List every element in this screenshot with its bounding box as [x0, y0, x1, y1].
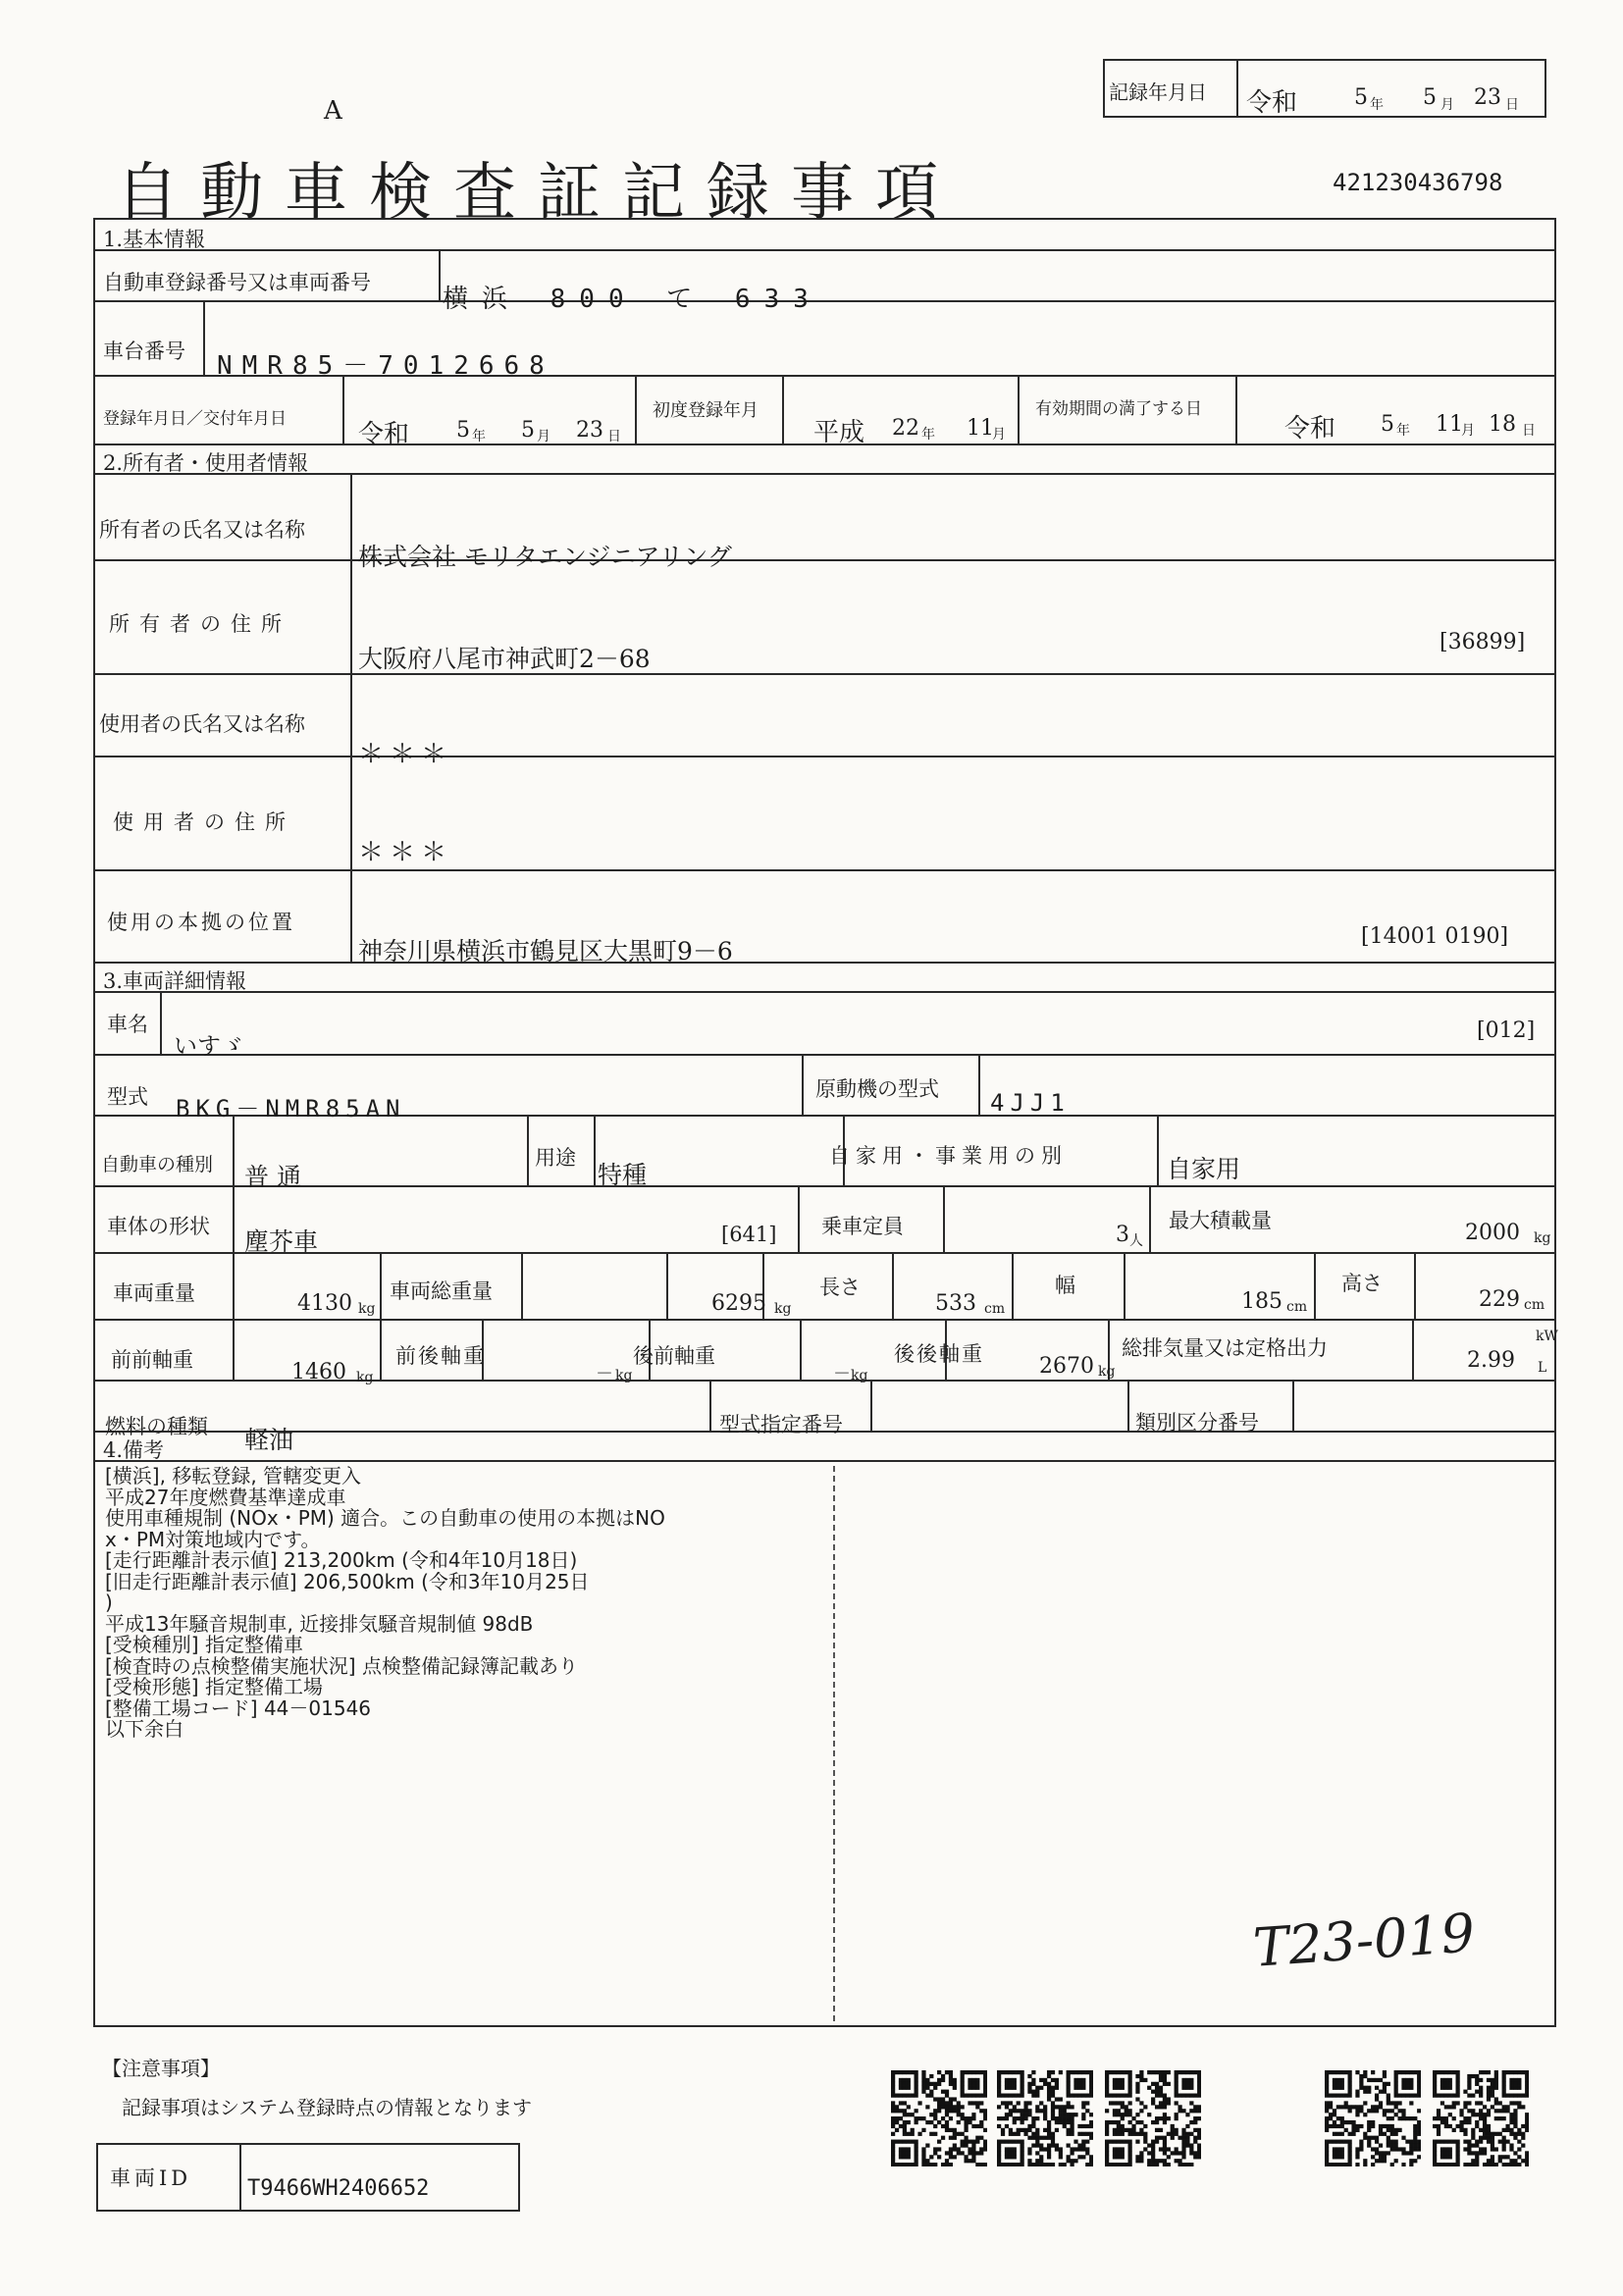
- displacement-unit-l: L: [1538, 1360, 1547, 1376]
- ff-axle-unit: kg: [356, 1370, 374, 1385]
- gross-unit: kg: [774, 1301, 792, 1317]
- engine-label: 原動機の型式: [815, 1077, 939, 1101]
- qr-code-2: [997, 2070, 1093, 2166]
- handwritten-note: T23-019: [1251, 1902, 1477, 1979]
- expiry-label: 有効期間の満了する日: [1035, 399, 1202, 419]
- section-owner-label: 2.所有者・使用者情報: [103, 451, 309, 475]
- record-date-year: 5: [1354, 85, 1368, 110]
- private-label: 自家用・事業用の別: [829, 1144, 1068, 1168]
- owner-name-value: 株式会社 モリタエンジニアリング: [358, 543, 732, 571]
- reg-date-month: 5: [521, 418, 535, 443]
- qr-code-4: [1325, 2070, 1421, 2166]
- base-code: [14001 0190]: [1361, 924, 1509, 949]
- rr-axle-value: 2670: [1039, 1354, 1094, 1379]
- owner-addr-value: 大阪府八尾市神武町2－68: [358, 645, 651, 673]
- max-load-unit: kg: [1534, 1230, 1551, 1246]
- expiry-month-unit: 月: [1461, 423, 1475, 439]
- reg-number-value: 横浜 800 て 633: [443, 285, 822, 314]
- certificate-form: [93, 218, 1556, 2027]
- qr-code-1: [891, 2070, 987, 2166]
- rf-axle-unit: kg: [851, 1368, 868, 1383]
- user-name-label: 使用者の氏名又は名称: [99, 712, 305, 736]
- model-value: BKG－NMR85AN: [176, 1095, 406, 1122]
- record-date-day-unit: 日: [1505, 97, 1519, 113]
- user-name-value: ＊＊＊: [358, 740, 453, 769]
- length-unit: cm: [984, 1301, 1006, 1317]
- engine-value: 4JJ1: [990, 1089, 1071, 1117]
- first-reg-year: 22: [892, 416, 919, 441]
- chassis-label: 車台番号: [103, 339, 185, 363]
- body-value: 塵芥車: [244, 1227, 319, 1256]
- vehicle-name-label: 車名: [107, 1013, 148, 1036]
- type-no-label: 型式指定番号: [719, 1413, 843, 1436]
- remark-line: [受検種別] 指定整備車: [105, 1633, 303, 1656]
- record-date-year-unit: 年: [1370, 97, 1384, 113]
- gross-value: 6295: [711, 1291, 766, 1316]
- record-date-month: 5: [1423, 85, 1437, 110]
- form-letter: A: [324, 96, 342, 126]
- expiry-day: 18: [1489, 412, 1516, 437]
- base-value: 神奈川県横浜市鶴見区大黒町9－6: [358, 937, 733, 965]
- displacement-unit-kw: kW: [1536, 1329, 1558, 1344]
- height-label: 高さ: [1341, 1272, 1383, 1295]
- width-unit: cm: [1286, 1299, 1308, 1315]
- record-date-day: 23: [1474, 85, 1501, 110]
- qr-code-5: [1433, 2070, 1529, 2166]
- reg-date-era: 令和: [358, 420, 410, 449]
- section-vehicle-label: 3.車両詳細情報: [103, 969, 247, 993]
- expiry-year-unit: 年: [1396, 423, 1410, 439]
- weight-unit: kg: [358, 1301, 376, 1317]
- rr-axle-label: 後後軸重: [894, 1342, 984, 1366]
- base-label: 使用の本拠の位置: [107, 911, 295, 934]
- remarks-list: [105, 1466, 831, 1741]
- remark-line: 以下余白: [105, 1717, 183, 1741]
- weight-value: 4130: [297, 1291, 352, 1316]
- section-remarks-label: 4.備考: [103, 1438, 165, 1462]
- record-date-month-unit: 月: [1440, 97, 1454, 113]
- section-basic-label: 1.基本情報: [103, 228, 206, 251]
- record-date-label: 記録年月日: [1109, 80, 1207, 104]
- remark-line: ): [105, 1591, 113, 1614]
- notes-text: 記録事項はシステム登録時点の情報となります: [122, 2096, 532, 2119]
- remark-line: [横浜], 移転登録, 管轄変更入: [105, 1464, 362, 1487]
- displacement-value: 2.99: [1467, 1348, 1515, 1373]
- record-date-era: 令和: [1246, 88, 1298, 118]
- remark-line: 平成27年度燃費基準達成車: [105, 1485, 346, 1509]
- expiry-month: 11: [1436, 412, 1463, 437]
- expiry-year: 5: [1381, 412, 1394, 437]
- vehicle-id-label: 車両ID: [110, 2166, 192, 2190]
- reg-date-day-unit: 日: [607, 429, 621, 444]
- fr-axle-label: 前後軸重: [395, 1344, 486, 1368]
- width-label: 幅: [1055, 1274, 1075, 1297]
- qr-code-3: [1105, 2070, 1201, 2166]
- first-reg-month: 11: [967, 416, 994, 441]
- expiry-day-unit: 日: [1522, 423, 1536, 439]
- body-label: 車体の形状: [107, 1215, 210, 1238]
- rf-axle-value: －: [833, 1364, 851, 1384]
- first-reg-era: 平成: [813, 418, 865, 447]
- use-value: 特種: [598, 1161, 648, 1189]
- user-addr-label: 使用者の住所: [113, 810, 295, 834]
- fr-axle-unit: kg: [615, 1368, 633, 1383]
- remark-line: 平成13年騒音規制車, 近接排気騒音規制値 98dB: [105, 1611, 534, 1636]
- vehicle-id-value: T9466WH2406652: [247, 2176, 430, 2201]
- reg-date-year: 5: [456, 418, 470, 443]
- document-number: 421230436798: [1333, 169, 1503, 196]
- record-date-box: [1103, 59, 1546, 118]
- reg-date-day: 23: [576, 418, 603, 443]
- page-title: 自動車検査証記録事項: [116, 157, 960, 230]
- vehicle-id-box: [96, 2143, 520, 2212]
- vehicle-name-value: いすゞ: [174, 1032, 244, 1060]
- first-reg-year-unit: 年: [921, 427, 935, 443]
- expiry-era: 令和: [1284, 414, 1336, 444]
- fuel-label: 燃料の種類: [105, 1415, 208, 1438]
- remark-line: x・PM対策地域内です。: [105, 1527, 321, 1551]
- body-code: [641]: [721, 1223, 777, 1246]
- capacity-unit: 人: [1129, 1233, 1143, 1249]
- length-value: 533: [935, 1291, 976, 1316]
- rr-axle-unit: kg: [1098, 1364, 1116, 1380]
- reg-date-month-unit: 月: [537, 429, 550, 444]
- height-unit: cm: [1524, 1297, 1545, 1313]
- notes-title: 【注意事項】: [102, 2057, 220, 2080]
- kind-label: 自動車の種別: [101, 1154, 214, 1175]
- displacement-label: 総排気量又は定格出力: [1122, 1336, 1328, 1360]
- max-load-value: 2000: [1465, 1221, 1520, 1245]
- fr-axle-value: －: [596, 1364, 613, 1384]
- remark-line: [旧走行距離計表示値] 206,500km (令和3年10月25日: [105, 1569, 590, 1593]
- user-addr-value: ＊＊＊: [358, 838, 453, 867]
- kind-value: 普 通: [244, 1163, 301, 1191]
- remark-line: [走行距離計表示値] 213,200km (令和4年10月18日): [105, 1548, 578, 1572]
- owner-addr-code: [36899]: [1440, 630, 1526, 654]
- fuel-value: 軽油: [244, 1426, 294, 1454]
- rf-axle-label: 後前軸重: [633, 1344, 715, 1368]
- width-value: 185: [1241, 1289, 1283, 1314]
- model-label: 型式: [107, 1085, 148, 1109]
- reg-date-label: 登録年月日／交付年月日: [103, 409, 287, 429]
- reg-number-label: 自動車登録番号又は車両番号: [103, 271, 371, 294]
- private-value: 自家用: [1167, 1155, 1241, 1183]
- remark-line: [整備工場コード] 44－01546: [105, 1696, 372, 1720]
- class-no-label: 類別区分番号: [1135, 1411, 1259, 1435]
- remark-line: [受検形態] 指定整備工場: [105, 1675, 323, 1698]
- owner-name-label: 所有者の氏名又は名称: [99, 518, 305, 542]
- reg-date-year-unit: 年: [472, 429, 486, 444]
- gross-label: 車両総重量: [390, 1279, 493, 1303]
- use-label: 用途: [535, 1146, 576, 1170]
- owner-addr-label: 所有者の住所: [109, 612, 291, 636]
- ff-axle-label: 前前軸重: [111, 1348, 193, 1372]
- height-value: 229: [1479, 1287, 1520, 1312]
- vehicle-name-code: [012]: [1477, 1018, 1536, 1043]
- capacity-label: 乗車定員: [821, 1215, 904, 1238]
- max-load-label: 最大積載量: [1169, 1209, 1272, 1232]
- chassis-value: NMR85－7012668: [217, 351, 554, 381]
- ff-axle-value: 1460: [291, 1360, 346, 1384]
- remark-line: 使用車種規制 (NOx・PM) 適合。この自動車の使用の本拠はNO: [105, 1506, 665, 1530]
- remark-line: [検査時の点検整備実施状況] 点検整備記録簿記載あり: [105, 1653, 578, 1678]
- first-reg-month-unit: 月: [992, 427, 1006, 443]
- weight-label: 車両重量: [113, 1281, 195, 1305]
- length-label: 長さ: [819, 1276, 861, 1299]
- first-reg-label: 初度登録年月: [653, 400, 759, 421]
- capacity-value: 3: [1116, 1223, 1129, 1247]
